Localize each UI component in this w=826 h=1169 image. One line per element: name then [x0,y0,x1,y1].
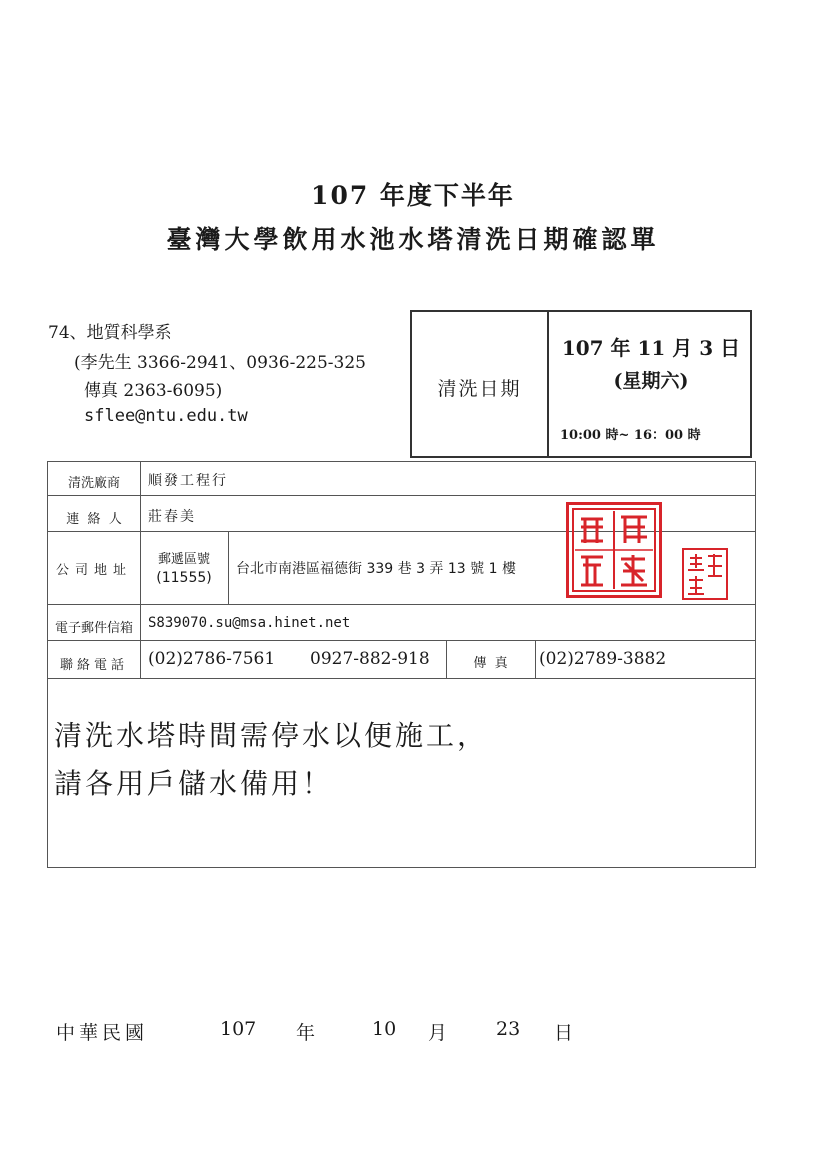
company-address: 台北市南港區福德街 339 巷 3 弄 13 號 1 樓 [236,561,516,577]
footer-year: 107 [220,1018,257,1040]
table-col-rule [228,531,229,604]
footer-day-unit: 日 [554,1022,574,1044]
doc-title-line2: 臺灣大學飲用水池水塔清洗日期確認單 [166,225,660,254]
doc-title-line1: 107 年度下半年 [311,181,515,210]
person-seal-graphic [684,550,726,598]
requester-fax: 傳真 2363-6095) [84,381,223,401]
requester-contact: (李先生 3366-2941、0936-225-325 [74,353,366,373]
contact-name: 莊春美 [148,509,196,525]
wash-date: 107 年 11 月 3 日 [561,336,741,360]
table-rule [48,604,755,605]
table-rule [48,495,755,496]
postal-code: (11555) [156,570,212,586]
company-label: 清洗廠商 [67,476,120,491]
footer-day: 23 [496,1018,521,1040]
contact-label: 連 絡 人 [66,512,122,527]
wash-date-label: 清洗日期 [437,378,522,400]
wash-weekday: (星期六) [613,370,689,392]
requester-dept: 74、地質科學系 [48,323,172,343]
footer-year-unit: 年 [296,1022,316,1044]
person-seal [682,548,728,600]
company-seal [566,502,662,598]
table-rule [48,678,755,679]
notice-line1: 清洗水塔時間需停水以便施工， [54,719,489,752]
vendor-fax: (02)2789-3882 [539,649,667,669]
vendor-email: S839070.su@msa.hinet.net [148,615,351,631]
address-label: 公司地址 [55,563,132,578]
notice-line2: 請各用戶儲水備用！ [54,767,334,800]
fax-label: 傳 真 [473,656,508,671]
vendor-email-label: 電子郵件信箱 [54,621,133,636]
phone-2: 0927-882-918 [310,649,430,669]
phone-label: 聯絡電話 [59,658,128,673]
postal-label: 郵遞區號 [157,552,210,567]
wash-time: 10:00 時~ 16：00 時 [560,428,701,443]
footer-month-unit: 月 [428,1022,448,1044]
company-name: 順發工程行 [148,473,228,489]
phone-1: (02)2786-7561 [148,649,276,669]
footer-month: 10 [372,1018,397,1040]
company-seal-graphic [569,505,659,595]
table-rule [48,640,755,641]
requester-email: sflee@ntu.edu.tw [84,406,248,426]
footer-era: 中華民國 [56,1022,149,1044]
table-col-rule [535,640,536,678]
wash-date-box [410,310,752,458]
